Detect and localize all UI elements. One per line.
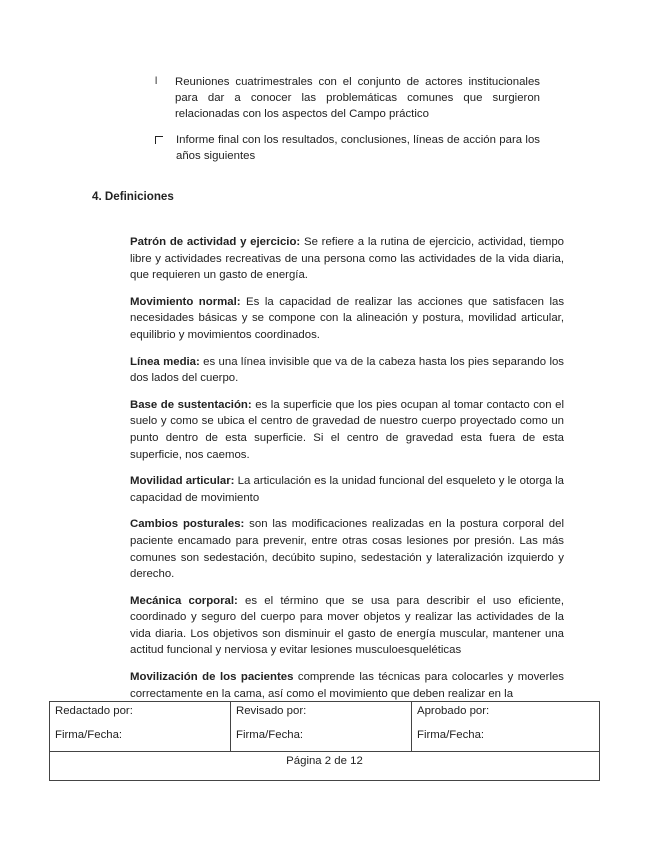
definition-text: es una línea invisible que va de la cabeza hasta los pies separando los dos lados del cuerpo. — [130, 355, 564, 385]
definition — [130, 354, 564, 387]
definition-term: Base de sustentación: — [130, 398, 252, 411]
definition — [130, 397, 564, 463]
definition — [130, 294, 564, 344]
definition-term: Mecánica corporal: — [130, 594, 238, 607]
definition — [130, 234, 564, 284]
definition-text: es la superficie que los pies ocupan al tomar contacto con el suelo y como se ubica el centro de gravedad de nuestro cuerpo proyectado como un punto dentro de esta superficie. Si el centro de gravedad esta fuera de esta superficie, nos caemos. — [130, 398, 564, 461]
definition-term: Movilidad articular: — [130, 475, 235, 488]
redactado-cell — [50, 702, 231, 752]
definition-term: Cambios posturales: — [130, 518, 245, 531]
list-item — [155, 132, 540, 164]
bullet-marker: l — [155, 76, 158, 87]
definition-text: comprende las técnicas para colocarles y moverles correctamente en la cama, así como el movimiento que deben realizar en la — [130, 671, 565, 700]
definition-term: Movimiento normal: — [130, 295, 241, 308]
definition — [130, 669, 564, 702]
definition-term: Línea media: — [130, 355, 200, 368]
bullet-text: Informe final con los resultados, conclusiones, líneas de acción para los años siguientes — [176, 134, 540, 162]
revisado-cell — [231, 702, 412, 752]
bullet-text: Reuniones cuatrimestrales con el conjunto de actores institucionales para dar a conocer las problemáticas comunes que surgieron relacionadas con los aspectos del Campo práctico — [175, 76, 540, 120]
firma-label: Firma/Fecha: — [417, 729, 485, 741]
checkbox-bullet-icon — [155, 136, 163, 144]
page-number: Página 2 de 12 — [50, 752, 600, 781]
redactado-label: Redactado por: — [55, 705, 133, 717]
firma-label: Firma/Fecha: — [236, 729, 304, 741]
bullet-list — [155, 74, 540, 174]
aprobado-label: Aprobado por: — [417, 705, 490, 717]
definition-text: Es la capacidad de realizar las acciones que satisfacen las necesidades básicas y se compone con la alineación y postura, movilidad articular, equilibrio y movimientos coordinados. — [130, 295, 565, 341]
definition-text: es el término que se usa para describir el uso eficiente, coordinado y seguro del cuerpo para mover objetos y realizar las actividades de la vida diaria. Los objetivos son disminuir el gasto de energía muscular, mantener una actitud funcional y nerviosa y evitar lesiones musculoesqueléticas — [130, 594, 564, 657]
definition-text: La articulación es la unidad funcional del esqueleto y le otorga la capacidad de movimiento — [130, 475, 564, 504]
definition — [130, 593, 564, 659]
list-item — [155, 74, 540, 122]
definition — [130, 516, 564, 582]
definition-text: Se refiere a la rutina de ejercicio, actividad, tiempo libre y actividades recreativas de una persona como las actividades de la vida diaria, que requieren un gasto de energía. — [130, 236, 564, 282]
firma-label: Firma/Fecha: — [55, 729, 123, 741]
signature-table — [49, 701, 600, 781]
definitions-list — [130, 234, 565, 700]
definition-text: son las modificaciones realizadas en la postura corporal del paciente encamado para prevenir, entre otras cosas lesiones por presión. Las más comunes son sedestación, decúbito supino, sedestación y lateralización izquierdo y derecho. — [130, 518, 564, 581]
revisado-label: Revisado por: — [236, 705, 307, 717]
definition — [130, 473, 564, 506]
definition-term: Patrón de actividad y ejercicio: — [130, 236, 301, 248]
aprobado-cell — [412, 702, 600, 752]
definition-term: Movilización de los pacientes — [130, 671, 294, 684]
section-title: 4. Definiciones — [92, 190, 174, 203]
